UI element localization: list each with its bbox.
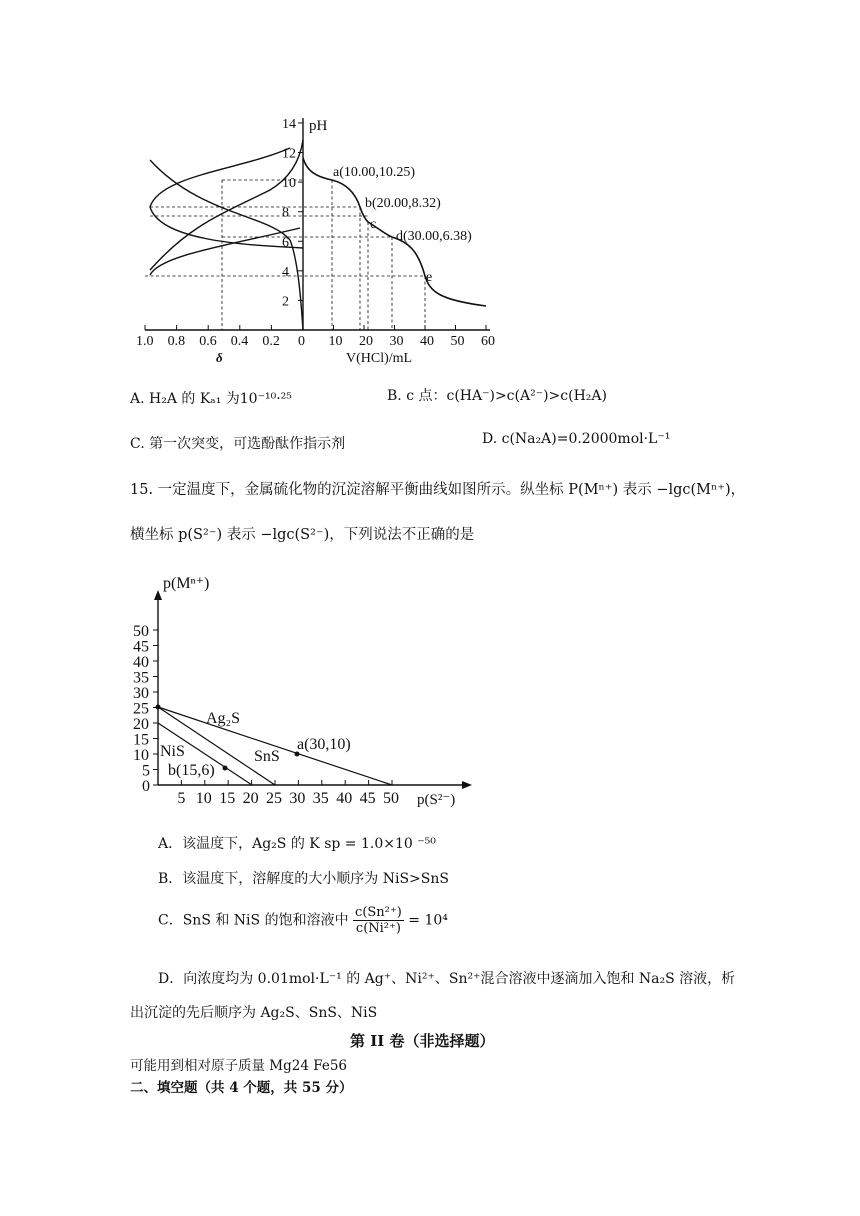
c1-delta-tick-label: 0.8 (167, 334, 186, 349)
part2-heading: 二、填空题（共 4 个题，共 55 分） (130, 1080, 353, 1096)
c1-x-tick-label: 50 (450, 334, 465, 349)
c1-x-tick-label: 30 (389, 334, 404, 349)
q15-text-line2: 横坐标 p(S²⁻) 表示 −lgc(S²⁻)，下列说法不正确的是 (130, 527, 475, 543)
c1-x-tick-label: 20 (359, 334, 373, 349)
series-ag2s: Ag₂S (206, 710, 241, 727)
c1-point-e: e (426, 270, 433, 285)
series-nis: NiS (160, 743, 185, 760)
q15-option-d-line2: 出沉淀的先后顺序为 Ag₂S、SnS、NiS (130, 1005, 378, 1021)
c2-x-tick-label: 30 (289, 790, 306, 807)
c2-y-tick-label: 30 (133, 685, 149, 702)
c1-y-tick-label: 4 (282, 264, 289, 280)
titration-chart (130, 110, 500, 370)
c1-delta-tick-label: 0.4 (230, 334, 249, 349)
c1-y-tick-label: 10 (282, 176, 296, 192)
c2-x-tick-label: 15 (219, 790, 236, 807)
c2-x-tick-label: 35 (312, 790, 329, 807)
fraction (353, 905, 404, 936)
c1-x-tick-label: 10 (328, 334, 343, 349)
q15-text-line1: 15. 一定温度下，金属硫化物的沉淀溶解平衡曲线如图所示。纵坐标 P(Mⁿ⁺) 表示 −lgc(Mⁿ⁺)， (130, 482, 746, 498)
c2-y-tick-label: 10 (133, 747, 149, 764)
c2-x-tick-label: 40 (336, 790, 353, 807)
delta-a-curve (150, 140, 303, 270)
point-b-dot (223, 766, 228, 771)
c2-x-tick-label: 20 (242, 790, 259, 807)
q14-option-a: A. H₂A 的 Kₐ₁ 为10⁻¹⁰·²⁵ (130, 391, 292, 407)
c2-x-axis-label: p(S²⁻) (417, 792, 456, 808)
c2-x-tick-label: 10 (195, 790, 212, 807)
c1-point-a: a(10.00,10.25) (333, 165, 416, 180)
c2-y-tick-label: 45 (133, 638, 149, 656)
q14-option-c: C. 第一次突变，可选酚酞作指示剂 (130, 436, 346, 452)
c2-x-tick-label: 45 (359, 790, 376, 807)
c1-delta-label: δ (216, 350, 223, 365)
q15-option-a: A．该温度下，Ag₂S 的 K sp = 1.0×10 ⁻⁵⁰ (158, 836, 436, 852)
c2-y-tick-label: 15 (133, 731, 149, 749)
c2-y-tick-label: 20 (133, 716, 149, 733)
c2-point-a: a(30,10) (297, 736, 351, 753)
c1-y-axis-label: pH (309, 118, 328, 134)
c2-x-tick-label: 5 (177, 790, 186, 807)
c2-x-tick-label: 50 (383, 790, 399, 807)
q14-option-d: D. c(Na₂A)=0.2000mol·L⁻¹ (482, 431, 671, 447)
solubility-chart (133, 570, 480, 810)
atomic-mass-note: 可能用到相对原子质量 Mg24 Fe56 (130, 1058, 348, 1074)
c1-y-tick-label: 8 (282, 205, 289, 221)
q15-option-c-suffix: = 10⁴ (408, 912, 448, 929)
c2-point-b: b(15,6) (168, 762, 215, 779)
c2-y-axis-label: p(Mⁿ⁺) (163, 575, 210, 592)
c2-y-tick-label: 40 (133, 654, 149, 671)
c2-y-tick-label: 0 (142, 778, 150, 795)
c1-y-tick-label: 14 (282, 116, 296, 132)
q15-option-c-prefix: C．SnS 和 NiS 的饱和溶液中 (158, 912, 349, 929)
c1-point-b: b(20.00,8.32) (365, 196, 441, 211)
c2-y-tick-label: 35 (133, 669, 149, 687)
c1-y-tick-label: 6 (282, 235, 289, 251)
c1-y-tick-label: 2 (282, 294, 289, 310)
section-title: 第 II 卷（非选择题） (350, 1032, 495, 1050)
c2-y-tick-label: 5 (142, 762, 150, 780)
c1-point-c: c (370, 217, 377, 232)
q15-option-b: B．该温度下，溶解度的大小顺序为 NiS>SnS (158, 871, 449, 887)
q15-option-d-line1: D．向浓度均为 0.01mol·L⁻¹ 的 Ag⁺、Ni²⁺、Sn²⁺混合溶液中逐滴加入饱和 Na₂S 溶液，析 (158, 971, 736, 987)
c1-delta-tick-label: 0.6 (199, 334, 217, 349)
series-sns: SnS (254, 748, 280, 765)
c1-x-tick-label: 60 (481, 334, 495, 349)
c1-y-tick-label: 12 (282, 146, 296, 162)
q15-option-c (158, 905, 448, 936)
c1-x-tick-label: 0 (298, 334, 305, 349)
c1-delta-tick-label: 0.2 (262, 334, 280, 349)
c1-x-axis-label: V(HCl)/mL (346, 351, 413, 366)
c2-y-tick-label: 50 (133, 623, 149, 640)
c1-point-d: d(30.00,6.38) (396, 229, 472, 244)
c2-x-tick-label: 25 (266, 790, 282, 807)
q14-option-b: B. c 点：c(HA⁻)>c(A²⁻)>c(H₂A) (387, 388, 607, 404)
c2-y-tick-label: 25 (133, 700, 149, 718)
c1-delta-tick-label: 1.0 (136, 334, 154, 349)
fraction-numerator: c(Sn²⁺) (355, 905, 402, 920)
c1-x-tick-label: 40 (420, 334, 434, 349)
fraction-denominator: c(Ni²⁺) (355, 921, 401, 936)
